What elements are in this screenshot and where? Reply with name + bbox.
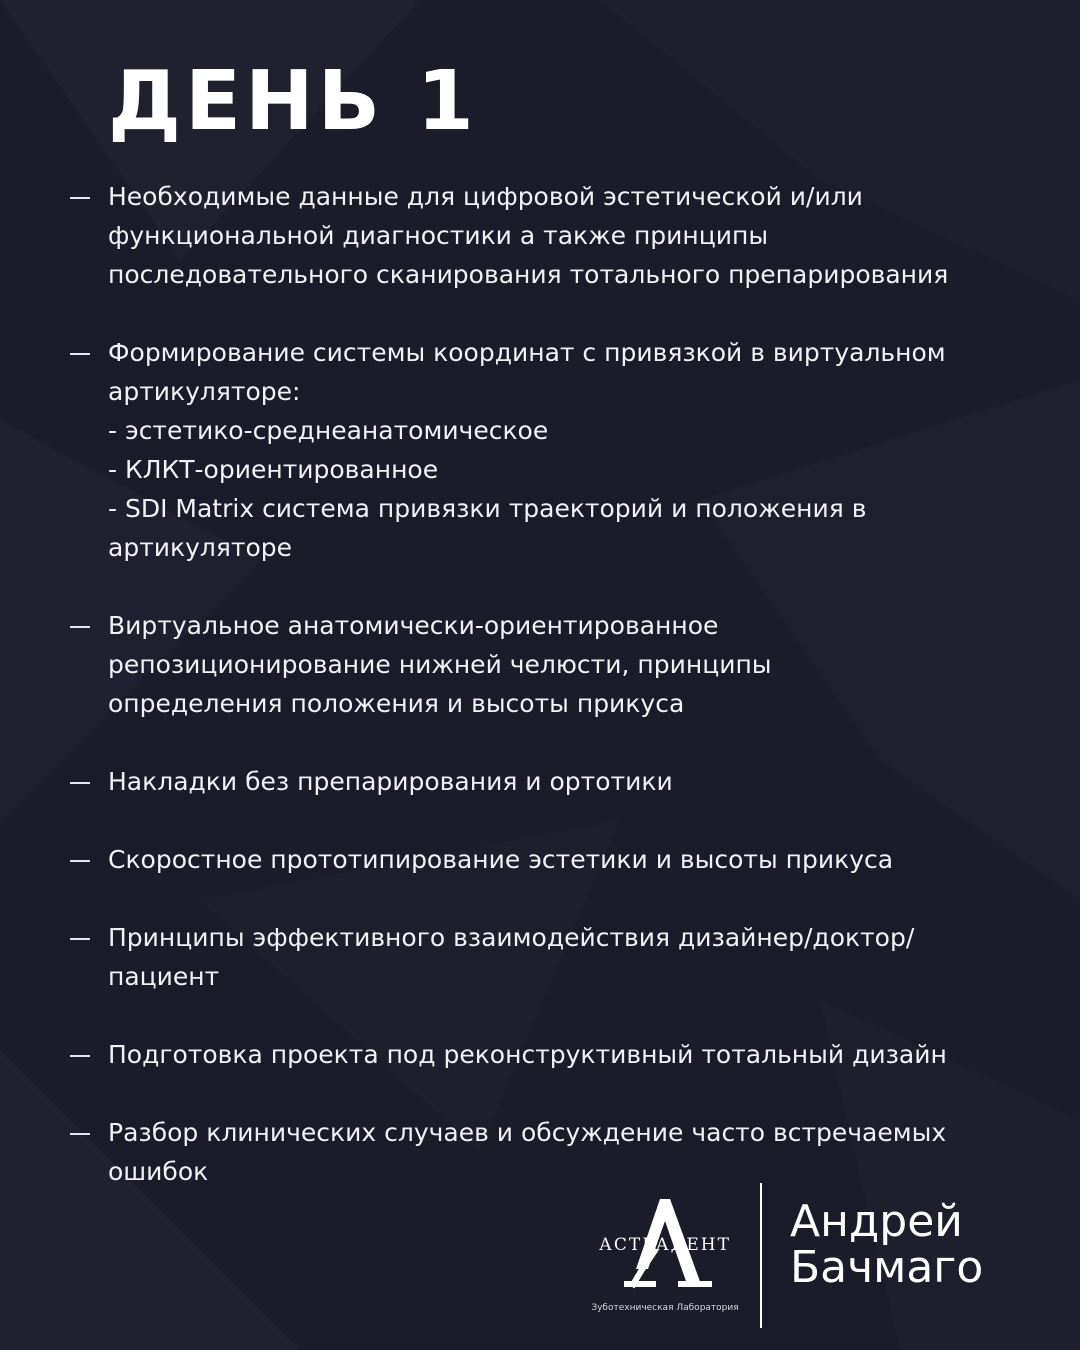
dash-bullet-icon (70, 782, 90, 784)
list-item-text: пациент (108, 962, 220, 991)
dash-bullet-icon (70, 860, 90, 862)
list-item-text: Формирование системы координат с привязкой в виртуальном (108, 338, 946, 367)
list-item-text: репозиционирование нижней челюсти, принципы (108, 650, 772, 679)
list-item-text: артикуляторе (108, 533, 293, 562)
list-item-text: функциональной диагностики а также принципы (108, 221, 769, 250)
list-item (0, 606, 1080, 723)
author-first-name: Андрей (790, 1196, 963, 1247)
footer (590, 1183, 1030, 1328)
logo-subtitle: Зуботехническая Лаборатория (591, 1303, 739, 1313)
list-item-text: - КЛКТ-ориентированное (108, 455, 439, 484)
list-item (0, 918, 1080, 996)
list-item-text: Подготовка проекта под реконструктивный тотальный дизайн (108, 1040, 947, 1069)
list-item-text: Принципы эффективного взаимодействия дизайнер/доктор/ (108, 923, 915, 952)
list-item (0, 840, 1080, 879)
list-item-text: Виртуальное анатомически-ориентированное (108, 611, 719, 640)
list-item-text: ошибок (108, 1157, 209, 1186)
logo-wordmark: АСТРАДЕНТ (599, 1235, 731, 1255)
topic-list (0, 177, 1080, 1230)
list-item-text: определения положения и высоты прикуса (108, 689, 685, 718)
list-item (0, 1113, 1080, 1191)
list-item-text: Разбор клинических случаев и обсуждение часто встречаемых (108, 1118, 947, 1147)
list-item-text: Необходимые данные для цифровой эстетической и/или (108, 182, 863, 211)
dash-bullet-icon (70, 938, 90, 940)
astradent-logo (590, 1191, 740, 1316)
list-item-text: - SDI Matrix система привязки траекторий и положения в (108, 494, 867, 523)
list-item-text: артикуляторе: (108, 377, 301, 406)
dash-bullet-icon (70, 626, 90, 628)
page-title: ДЕНЬ 1 (108, 54, 478, 149)
list-item-text: Накладки без препарирования и ортотики (108, 767, 673, 796)
footer-divider (760, 1183, 762, 1328)
dash-bullet-icon (70, 197, 90, 199)
list-item (0, 177, 1080, 294)
dash-bullet-icon (70, 1133, 90, 1135)
dash-bullet-icon (70, 353, 90, 355)
author-last-name: Бачмаго (790, 1242, 984, 1293)
list-item (0, 1035, 1080, 1074)
list-item-text: последовательного сканирования тотального препарирования (108, 260, 949, 289)
author-name (790, 1196, 984, 1293)
list-item-text: - эстетико-среднеанатомическое (108, 416, 549, 445)
list-item (0, 762, 1080, 801)
dash-bullet-icon (70, 1055, 90, 1057)
list-item (0, 333, 1080, 567)
list-item-text: Скоростное прототипирование эстетики и высоты прикуса (108, 845, 894, 874)
